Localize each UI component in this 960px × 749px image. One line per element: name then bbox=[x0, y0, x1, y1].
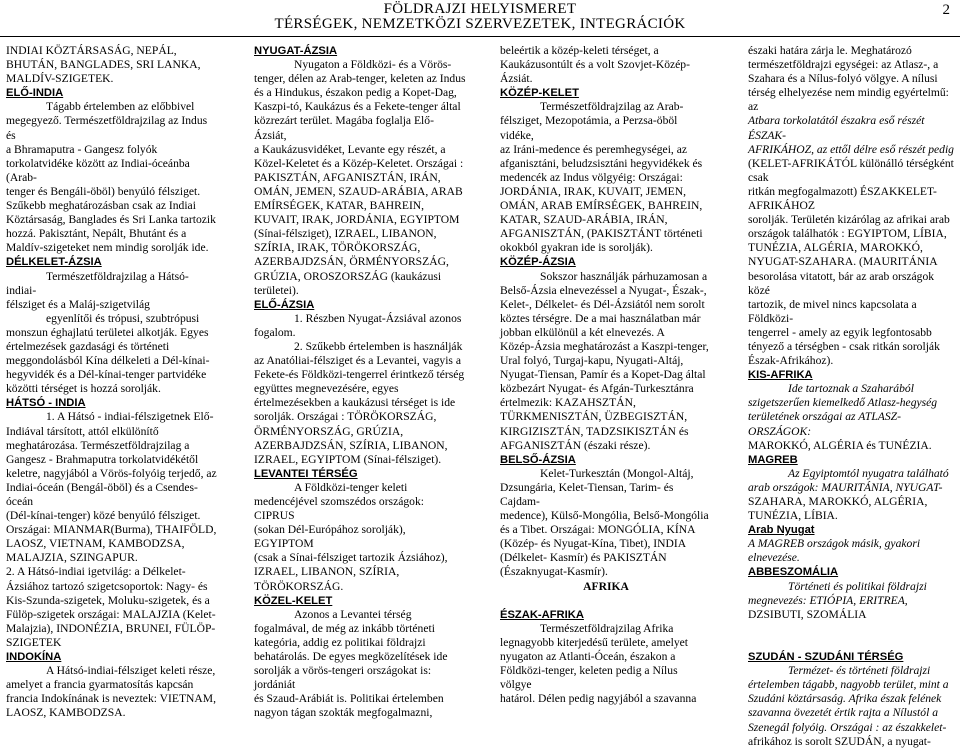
section-heading: INDOKÍNA bbox=[6, 651, 62, 664]
text-line: Kelet-, Délkelet- és Dél-Ázsiától nem sorolt bbox=[500, 297, 705, 311]
text-line: sorolják a vörös-tengeri országokat is: jordániát bbox=[254, 664, 432, 692]
page-header bbox=[0, 0, 960, 37]
text-line: SZÍRIA, IRAK, TÖRÖKORSZÁG, bbox=[254, 241, 421, 255]
text-line: kategória, addig ez politikai földrajzi bbox=[254, 635, 426, 649]
text-line: sorolják. Területén kizárólag az afrikai arab bbox=[748, 213, 950, 227]
text-line: IZRAEL, EGYIPTOM (Sínai-félsziget). bbox=[254, 452, 442, 466]
text-line: értelmezésekben a kaukázusi térséget is ide bbox=[254, 396, 456, 410]
section-heading: ELŐ-ÁZSIA bbox=[254, 298, 315, 311]
text-line: természetföldrajzi egységei: az Atlasz-, a bbox=[748, 58, 939, 72]
text-line: közrezárt terület. Magába foglalja Elő-Ázsiát, bbox=[254, 114, 434, 142]
text-line: Szahara és a Nílus-folyó völgye. A nílusi bbox=[748, 72, 938, 86]
text-line: behatárolás. De egyes megközelítések ide bbox=[254, 650, 448, 664]
text-line: Nyugat-Tiensan, Pamír és a Kopet-Dag által bbox=[500, 368, 706, 382]
paragraph-start: Kelet-Turkesztán (Mongol-Altáj, bbox=[540, 466, 694, 480]
text-line: Köztársaság, Banglades és Sri Lanka tartozik bbox=[6, 213, 216, 227]
text-line: KIRGIZISZTÁN, TADZSIKISZTÁN és bbox=[500, 424, 689, 438]
text-line: területei). bbox=[254, 283, 299, 297]
text-line: a Bhramaputra - Gangesz folyók bbox=[6, 142, 158, 156]
text-line: OMÁN, JEMEN, SZAUD-ARÁBIA, ARAB bbox=[254, 184, 463, 198]
paragraph-start: Természetföldrajzilag Afrika bbox=[540, 621, 674, 635]
text-line: monszun éghajlatú területei alkotják. Egyes bbox=[6, 325, 209, 339]
section-heading: LEVANTEI TÉRSÉG bbox=[254, 467, 358, 480]
text-line: és a Tibet. Országai: MONGÓLIA, KÍNA bbox=[500, 523, 696, 537]
text-line: KUVAIT, IRAK, JORDÁNIA, EGYIPTOM bbox=[254, 213, 460, 227]
text-line: KATAR, SZAUD-ARÁBIA, IRÁN, bbox=[500, 213, 668, 227]
text-line: TUNÉZIA, ALGÉRIA, MAROKKÓ, bbox=[748, 241, 923, 255]
text-line: Malajzia), INDONÉZIA, BRUNEI, FÜLÖP- bbox=[6, 621, 216, 635]
text-column-1 bbox=[6, 44, 218, 721]
text-line: Indiával társított, attól elkülönítő bbox=[6, 424, 159, 438]
text-line: (Dél-kínai-tenger) közé benyúló félsziget. bbox=[6, 509, 201, 523]
text-line: MALDÍV-SZIGETEK. bbox=[6, 72, 114, 86]
text-line: torkolatvidéke között az Indiai-óceánba (Arab- bbox=[6, 156, 190, 184]
page-number: 2 bbox=[942, 2, 950, 18]
text-line: félsziget és a Maláj-szigetvilág bbox=[6, 297, 150, 311]
paragraph-start: Az Egyiptomtól nyugatra található bbox=[788, 466, 949, 480]
text-line: jobban elkülönül a két elnevezés. A bbox=[500, 325, 665, 339]
text-line: JORDÁNIA, IRAK, KUVAIT, JEMEN, bbox=[500, 184, 687, 198]
text-line: félsziget, Mezopotámia, a Perzsa-öböl vidéke, bbox=[500, 114, 678, 142]
text-line: északi határa zárja le. Meghatározó bbox=[748, 44, 912, 57]
text-line: az Iráni-medence és peremhegységei, az bbox=[500, 142, 688, 156]
text-line: szigetszerűen kiemelkedő Atlasz-hegység bbox=[748, 396, 938, 410]
text-line: LAOSZ, VIETNAM, KAMBODZSA, bbox=[6, 537, 185, 551]
text-line: tenger, délen az Arab-tenger, keleten az Indus bbox=[254, 72, 466, 86]
text-line: területének országai az ATLASZ-ORSZÁGOK: bbox=[748, 410, 901, 438]
text-line: köztes térségre. De a mai használatban már bbox=[500, 311, 701, 325]
text-line: TUNÉZIA, LÍBIA. bbox=[748, 509, 838, 523]
text-line: nyugaton az Atlanti-Óceán, északon a bbox=[500, 650, 676, 664]
text-line: Kaszpi-tó, Kaukázus és a Fekete-tenger által bbox=[254, 100, 461, 114]
text-line: Közép-Ázsia meghatározást a Kaszpi-tenger, bbox=[500, 339, 709, 353]
text-line: (Sínai-félsziget), IZRAEL, LIBANON, bbox=[254, 227, 437, 241]
text-line: TÜRKMENISZTÁN, ÜZBEGISZTÁN, bbox=[500, 410, 688, 424]
text-line: (sokan Dél-Európához sorolják), EGYIPTOM bbox=[254, 523, 406, 551]
section-heading: BELSŐ-ÁZSIA bbox=[500, 453, 576, 466]
text-line: megnevezés: ETIÓPIA, ERITREA, bbox=[748, 593, 908, 607]
text-line: megegyező. Természetföldrajzilag az Indus és bbox=[6, 114, 208, 142]
text-line: 2. A Hátsó-indiai igetvilág: a Délkelet- bbox=[6, 565, 186, 579]
text-line: Ázsiát. bbox=[500, 72, 533, 86]
section-heading: NYUGAT-ÁZSIA bbox=[254, 45, 338, 57]
text-line: nagyon tágan szokták megfogalmazni, bbox=[254, 706, 433, 720]
header-title: FÖLDRAJZI HELYISMERET bbox=[383, 1, 577, 17]
text-line: Fülöp-szigetek országai: MALAJZIA (Kelet- bbox=[6, 607, 216, 621]
text-line: Ázsiához tartozó szigetcsoportok: Nagy- és bbox=[6, 579, 208, 593]
paragraph-start: Természetföldrajzilag az Arab- bbox=[540, 100, 684, 114]
paragraph-start: Tágabb értelemben az előbbivel bbox=[46, 100, 195, 114]
text-line: afrikához is sorolt SZUDÁN, a nyugat- bbox=[748, 734, 931, 748]
text-line: sorolják. Országai : TÖRÖKORSZÁG, bbox=[254, 410, 437, 424]
text-line: IZRAEL, LIBANON, SZÍRIA, bbox=[254, 565, 400, 579]
section-heading: DÉLKELET-ÁZSIA bbox=[6, 256, 102, 269]
text-line: arab országok: MAURITÁNIA, NYUGAT- bbox=[748, 480, 943, 494]
spacer bbox=[500, 594, 712, 608]
text-line: közötti térséget is hozzá sorolják. bbox=[6, 382, 161, 396]
text-line: AZERBAJDZSÁN, SZÍRIA, LIBANON, bbox=[254, 438, 448, 452]
text-line: legnagyobb kiterjedésű területe, amelyet bbox=[500, 635, 689, 649]
section-heading: Arab Nyugat bbox=[748, 524, 815, 537]
section-heading: SZUDÁN - SZUDÁNI TÉRSÉG bbox=[748, 651, 904, 664]
text-line: besorolása vitatott, bár az arab országok közé bbox=[748, 269, 935, 297]
text-line: fogalom. bbox=[254, 325, 296, 339]
paragraph-start: Természetföldrajzilag a Hátsó-indiai- bbox=[6, 269, 189, 297]
text-line: (csak a Sínai-félsziget tartozik Ázsiához), bbox=[254, 551, 448, 565]
text-line: térség elhelyezése nem mindig egyértelmű: az bbox=[748, 86, 949, 114]
text-line: tengerrel - amely az egyik legfontosabb bbox=[748, 325, 932, 339]
paragraph-start: Ide tartoznak a Szaharából bbox=[788, 382, 914, 396]
section-heading: HÁTSÓ - INDIA bbox=[6, 397, 86, 410]
paragraph-start: egyenlítői és trópusi, szubtrópusi bbox=[46, 311, 200, 325]
text-line: tenger és Bengáli-öböl) benyúló félsziget. bbox=[6, 184, 201, 198]
text-line: PAKISZTÁN, AFGANISZTÁN, IRÁN, bbox=[254, 170, 441, 184]
chapter-heading: AFRIKA bbox=[583, 579, 629, 593]
text-line: INDIAI KÖZTÁRSASÁG, NEPÁL, bbox=[6, 44, 177, 57]
text-column-3 bbox=[500, 44, 712, 706]
text-line: Országai: MIANMAR(Burma), THAIFÖLD, bbox=[6, 523, 217, 537]
text-line: Szűkebb meghatározásban csak az Indiai bbox=[6, 199, 196, 213]
text-line: Közel-Keletet és a Közép-Keletet. Országai : bbox=[254, 156, 464, 170]
paragraph-start: Sokszor használják párhuzamosan a bbox=[540, 269, 708, 283]
text-line: SZIGETEK bbox=[6, 635, 62, 649]
text-line: SZAHARA, MAROKKÓ, ALGÉRIA, bbox=[748, 495, 928, 508]
text-line: Földközi-tenger, keleten pedig a Nílus völgye bbox=[500, 664, 678, 692]
paragraph-start: Termézet- és történeti földrajzi bbox=[788, 664, 931, 678]
text-line: beleértik a közép-keleti térséget, a bbox=[500, 44, 659, 57]
text-line: BHUTÁN, BANGLADES, SRI LANKA, bbox=[6, 58, 201, 72]
text-line: meghatározása. Természetföldrajzilag a bbox=[6, 438, 190, 452]
text-line: AFRIKÁHOZ, az ettől délre eső részét pedig bbox=[748, 142, 954, 156]
paragraph-start: Nyugaton a Földközi- és a Vörös- bbox=[294, 58, 452, 72]
text-line: OMÁN, ARAB EMÍRSÉGEK, BAHREIN, bbox=[500, 199, 703, 213]
text-line: Fekete-és Földközi-tengerrel érintkező térség bbox=[254, 368, 465, 382]
text-line: Kis-Szunda-szigetek, Moluku-szigetek, és a bbox=[6, 593, 210, 607]
section-heading: ELŐ-INDIA bbox=[6, 87, 64, 100]
text-line: (Délkelet- Kasmír) és PAKISZTÁN bbox=[500, 551, 667, 565]
text-line: hozzá. Pakisztánt, Nepált, Bhutánt és a bbox=[6, 227, 187, 241]
section-heading: MAGREB bbox=[748, 453, 798, 466]
text-line: fogalmával, de még az inkább történeti bbox=[254, 621, 435, 635]
text-line: NYUGAT-SZAHARA. (MAURITÁNIA bbox=[748, 255, 938, 269]
text-line: TÖRÖKORSZÁG. bbox=[254, 579, 344, 593]
text-line: Indiai-óceán (Bengál-öböl) és a Csendes-óceán bbox=[6, 480, 198, 508]
text-line: medencék az Indus völgyéig: Országai: bbox=[500, 170, 683, 184]
paragraph-start: 1. A Hátsó - indiai-félszigetnek Elő- bbox=[46, 410, 214, 424]
text-line: (KELET-AFRIKÁTÓL különálló térségként csak bbox=[748, 156, 954, 184]
text-column-4 bbox=[748, 44, 956, 749]
text-line: határol. Délen pedig nagyjából a szavanna bbox=[500, 692, 697, 706]
text-line: Észak-Afrikához). bbox=[748, 354, 834, 368]
text-line: Atbara torkolatától északra eső részét ÉSZAK- bbox=[748, 114, 925, 142]
text-line: és a Hindukus, északon pedig a Kopet-Dag, bbox=[254, 86, 457, 100]
text-line: LAOSZ, KAMBODZSA. bbox=[6, 706, 126, 720]
section-heading: KIS-AFRIKA bbox=[748, 369, 813, 382]
text-line: tényező a térségben - csak ritkán sorolják bbox=[748, 339, 940, 353]
text-line: és Szaud-Arábiát is. Politikai értelemben bbox=[254, 692, 444, 706]
section-heading: ÉSZAK-AFRIKA bbox=[500, 608, 584, 621]
paragraph-start: Történeti és politikai földrajzi bbox=[788, 579, 927, 593]
paragraph-start: Azonos a Levantei térség bbox=[294, 607, 412, 621]
text-line: (Északnyugat-Kasmír). bbox=[500, 565, 608, 579]
text-line: EMÍRSÉGEK, KATAR, BAHREIN, bbox=[254, 199, 425, 213]
text-line: (Közép- és Nyugat-Kína, Tibet), INDIA bbox=[500, 537, 687, 551]
section-heading: KÖZEL-KELET bbox=[254, 594, 333, 607]
text-line: Kaukázusontúlt és a volt Szovjet-Közép- bbox=[500, 58, 690, 72]
spacer bbox=[748, 622, 956, 636]
paragraph-start: 1. Részben Nyugat-Ázsiával azonos bbox=[294, 311, 462, 325]
text-line: szavanna övezetét értik rajta a Nílustól a bbox=[748, 706, 938, 720]
text-line: okokból gyakran ide is sorolják). bbox=[500, 241, 653, 255]
text-line: A MAGREB országok másik, gyakori bbox=[748, 537, 921, 551]
text-line: országok találhatók : EGYIPTOM, LÍBIA, bbox=[748, 227, 947, 241]
text-line: közbezárt Nyugat- és Afgán-Turkesztánra bbox=[500, 382, 694, 396]
text-line: Szenegál folyóig. Országai : az északkelet- bbox=[748, 720, 947, 734]
text-line: AZERBAJDZSÁN, ÖRMÉNYORSZÁG, bbox=[254, 255, 449, 269]
text-line: hegyvidék és a Dél-kínai-tenger partvidéke bbox=[6, 368, 207, 382]
text-line: ÖRMÉNYORSZÁG, GRÚZIA, bbox=[254, 424, 404, 438]
text-line: DZSIBUTI, SZOMÁLIA bbox=[748, 607, 867, 621]
text-column-2 bbox=[254, 44, 466, 721]
text-line: az Anatóliai-félsziget és a Levantei, vagyis a bbox=[254, 354, 461, 368]
spacer bbox=[748, 636, 956, 650]
text-line: elnevezése. bbox=[748, 551, 800, 565]
text-line: afganisztáni, beludzsisztáni hegyvidékek és bbox=[500, 156, 703, 170]
text-line: Szudáni köztársaság. Afrika észak felének bbox=[748, 692, 942, 706]
section-heading: KÖZÉP-KELET bbox=[500, 87, 579, 100]
text-line: értelmezések gazdasági és történeti bbox=[6, 339, 170, 353]
text-line: MAROKKÓ, ALGÉRIA és TUNÉZIA. bbox=[748, 438, 932, 452]
text-line: medencéjével szomszédos országok: CIPRUS bbox=[254, 495, 424, 523]
header-subtitle: TÉRSÉGEK, NEMZETKÖZI SZERVEZETEK, INTEGRÁCIÓK bbox=[274, 16, 686, 32]
text-line: értelemben tágabb, nagyobb terület, mint a bbox=[748, 678, 949, 692]
text-line: együttes megnevezésére, egyes bbox=[254, 382, 399, 396]
text-line: francia Indokínának is neveztek: VIETNAM, bbox=[6, 692, 217, 706]
text-line: Dzsungária, Kelet-Tiensan, Tarim- és Cajdam- bbox=[500, 480, 674, 508]
text-line: Gangesz - Brahmaputra torkolatvidékétől bbox=[6, 452, 199, 466]
text-line: Ural folyó, Turgaj-kapu, Nyugati-Altáj, bbox=[500, 354, 684, 368]
text-line: a Kaukázusvidéket, Levante egy részét, a bbox=[254, 142, 446, 156]
paragraph-start: A Hátsó-indiai-félsziget keleti része, bbox=[46, 664, 216, 678]
text-line: medence), Külső-Mongólia, Belső-Mongólia bbox=[500, 509, 709, 523]
section-heading: KÖZÉP-ÁZSIA bbox=[500, 256, 576, 269]
text-line: meggondolásból Kína délkeleti a Dél-kínai- bbox=[6, 354, 210, 368]
text-line: amelyet a francia gyarmatosítás kapcsán bbox=[6, 678, 194, 692]
text-line: GRÚZIA, OROSZORSZÁG (kaukázusi bbox=[254, 269, 442, 283]
paragraph-start: A Földközi-tenger keleti bbox=[294, 480, 408, 494]
text-line: AFGANISZTÁN (északi része). bbox=[500, 438, 651, 452]
text-line: Maldív-szigeteket nem mindig sorolják ide. bbox=[6, 241, 209, 255]
text-line: keletre, nagyjából a Vörös-folyóig terjedő, az bbox=[6, 466, 217, 480]
text-line: ritkán megfogalmazott) ÉSZAKKELET-AFRIKÁHOZ bbox=[748, 184, 937, 213]
text-line: értelmezik: KAZAHSZTÁN, bbox=[500, 396, 636, 410]
text-line: tartozik, de mivel nincs kapcsolata a Földközi- bbox=[748, 297, 917, 325]
text-line: MALAJZIA, SZINGAPUR. bbox=[6, 551, 138, 565]
text-line: Belső-Ázsia elnevezéssel a Nyugat-, Észak-, bbox=[500, 283, 707, 297]
section-heading: ABBESZOMÁLIA bbox=[748, 566, 839, 579]
text-line: AFGANISZTÁN, (PAKISZTÁNT történeti bbox=[500, 227, 703, 241]
paragraph-start: 2. Szűkebb értelemben is használják bbox=[294, 339, 463, 353]
